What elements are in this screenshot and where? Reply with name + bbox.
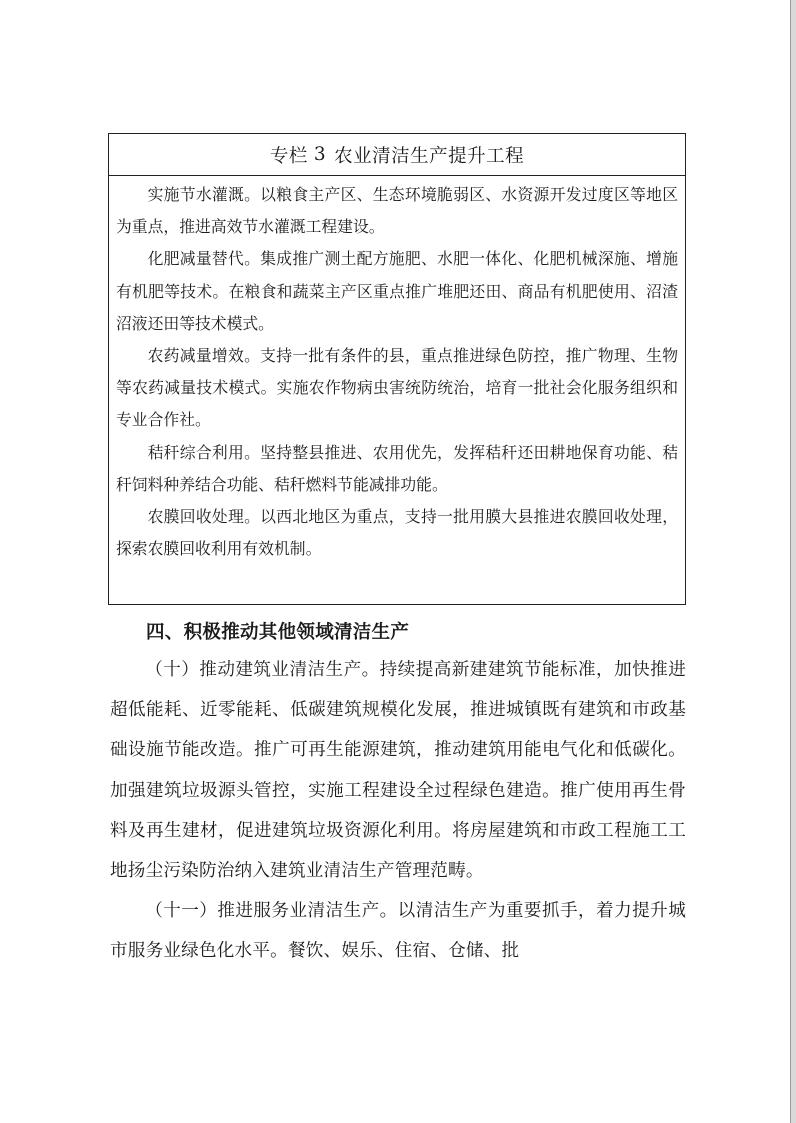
main-text xyxy=(110,650,686,972)
column-title-text: 农业清洁生产提升工程 xyxy=(334,145,525,167)
body-paragraph: （十一）推进服务业清洁生产。以清洁生产为重要抓手，着力提升城市服务业绿色化水平。餐饮、娱乐、住宿、仓储、批 xyxy=(110,901,686,962)
body-paragraph: （十）推动建筑业清洁生产。持续提高新建建筑节能标准，加快推进超低能耗、近零能耗、低碳建筑规模化发展，推进城镇既有建筑和市政基础设施节能改造。推广可再生能源建筑，推动建筑用能电气化和低碳化。加强建筑垃圾源头管控，实施工程建设全过程绿色建造。推广使用再生骨料及再生建材，促进建筑垃圾资源化利用。将房屋建筑和市政工程施工工地扬尘污染防治纳入建筑业清洁生产管理范畴。 xyxy=(110,660,686,882)
section-heading: 四、积极推动其他领域清洁生产 xyxy=(146,622,410,643)
page-edge xyxy=(790,0,796,1123)
column-paragraph: 秸秆综合利用。坚持整县推进、农用优先，发挥秸秆还田耕地保育功能、秸秆饲料种养结合功能、秸秆燃料节能减排功能。 xyxy=(116,442,678,494)
column-title xyxy=(109,134,685,176)
column-body xyxy=(109,176,685,565)
column-paragraph: 化肥减量替代。集成推广测土配方施肥、水肥一体化、化肥机械深施、增施有机肥等技术。在粮食和蔬菜主产区重点推广堆肥还田、商品有机肥使用、沼渣沼液还田等技术模式。 xyxy=(116,249,678,333)
column-label: 专栏 xyxy=(269,145,308,167)
column-box xyxy=(108,133,686,605)
column-number: 3 xyxy=(313,144,327,165)
column-paragraph: 实施节水灌溉。以粮食主产区、生态环境脆弱区、水资源开发过度区等地区为重点，推进高效节水灌溉工程建设。 xyxy=(116,185,678,237)
column-paragraph: 农药减量增效。支持一批有条件的县，重点推进绿色防控，推广物理、生物等农药减量技术模式。实施农作物病虫害统防统治，培育一批社会化服务组织和专业合作社。 xyxy=(116,346,678,430)
column-paragraph: 农膜回收处理。以西北地区为重点，支持一批用膜大县推进农膜回收处理，探索农膜回收利用有效机制。 xyxy=(116,507,678,559)
